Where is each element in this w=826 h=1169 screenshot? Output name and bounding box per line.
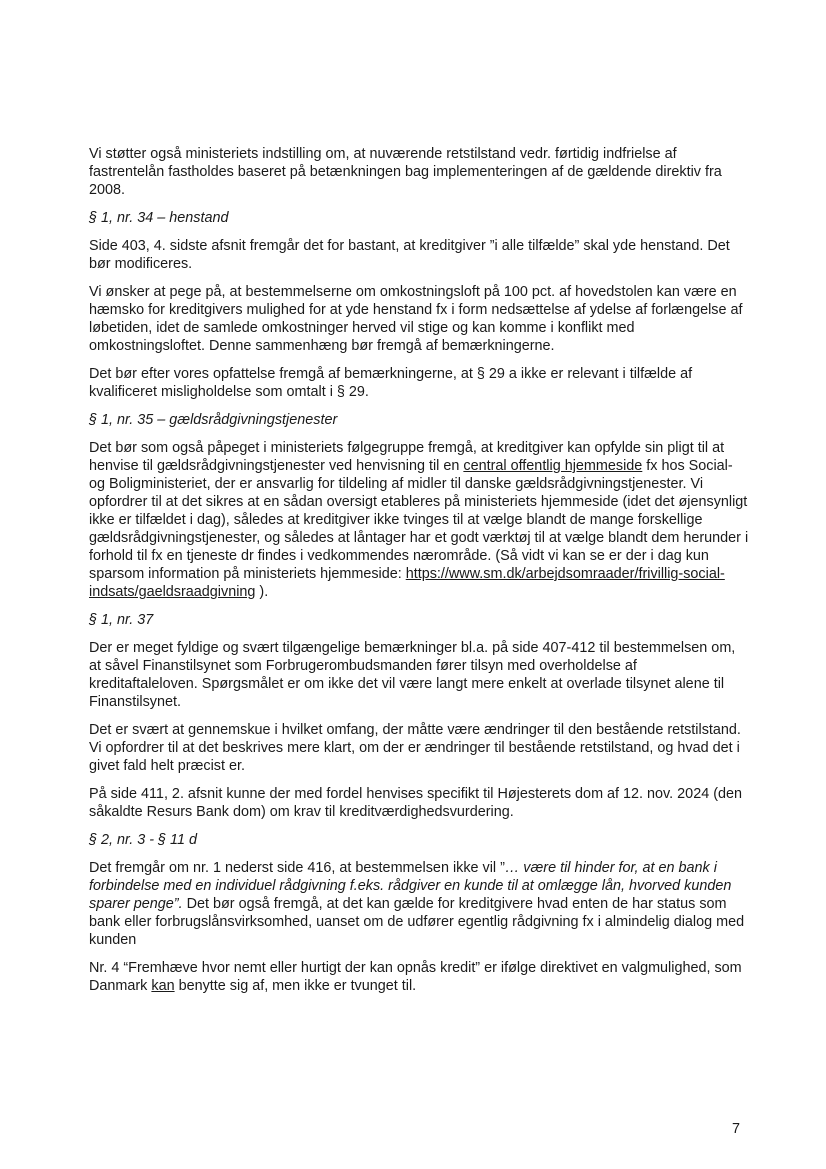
paragraph-retstilstand: Det er svært at gennemskue i hvilket omfang, der måtte være ændringer til den bestående retstilstand. Vi opfordrer til at det beskrives mere klart, om der er ændringer til bestående retstilstand, og hvad det i givet fald helt præcist er. [89, 722, 741, 774]
central-website-link[interactable]: central offentlig hjemmeside [463, 458, 643, 474]
quoted-italic-text: … være til hinder for, at en bank i forbindelse med en individuel rådgivning f.eks. rådgiver en kunde til at omlægge lån, hvorved kunden sparer penge”. [89, 860, 732, 912]
page-number: 7 [731, 1121, 740, 1137]
paragraph-text: benytte sig af, men ikke er tvunget til. [174, 978, 417, 994]
paragraph-hoejesteret: På side 411, 2. afsnit kunne der med fordel henvises specifikt til Højesterets dom af 12. nov. 2024 (den såkaldte Resurs Bank dom) om krav til kreditværdighedsvurdering. [89, 786, 742, 820]
paragraph-text: Det bør også fremgå, at det kan gælde for kreditgivere hvad enten de har status som bank eller forbrugslånsvirksomhed, uanset om de udfører egentlig rådgivning fx i almindelig dialog med kunden [89, 896, 745, 948]
paragraph-nr4-kredit [89, 959, 749, 995]
section-heading-2-nr3: § 2, nr. 3 - § 11 d [89, 832, 197, 848]
ministry-url-link[interactable]: https://www.sm.dk/arbejdsomraader/frivillig-social-indsats/gaeldsraadgivning [89, 566, 725, 600]
section-heading-35-gaeldsraadgivning: § 1, nr. 35 – gældsrådgivningstjenester [89, 412, 338, 428]
section-heading-37: § 1, nr. 37 [89, 612, 154, 628]
paragraph-gaeldsraadgivning [89, 439, 749, 601]
document-body [89, 145, 749, 1005]
paragraph-text: Det bør som også påpeget i ministeriets følgegruppe fremgå, at kreditgiver kan opfylde sin pligt til at henvise til gældsrådgivningstjenester ved henvisning til en [89, 440, 725, 474]
paragraph-text: Det fremgår om nr. 1 nederst side 416, at bestemmelsen ikke vil ” [89, 860, 505, 876]
paragraph-section-29a: Det bør efter vores opfattelse fremgå af bemærkningerne, at § 29 a ikke er relevant i tilfælde af kvalificeret misligholdelse som omtalt i § 29. [89, 366, 693, 400]
paragraph-early-repayment: Vi støtter også ministeriets indstilling om, at nuværende retstilstand vedr. førtidig indfrielse af fastrentelån fastholdes baseret på betænkningen bag implementeringen af de gældende direktiv fra 2008. [89, 146, 722, 198]
underlined-word: kan [151, 978, 175, 994]
paragraph-text: fx hos Social- og Boligministeriet, der er ansvarlig for tildeling af midler til danske gældsrådgivningstjenester. Vi opfordrer til at det sikres at en sådan oversigt etableres på ministeriets hjemmeside (idet det øjensynligt ikke er tilfældet i dag), således at kreditgiver ikke tvinges til at vælge blandt de mange forskellige gældsrådgivningstjenester, og således at låntager har et godt værktøj til at vælge blandt dem herunder i forhold til fx en tjeneste dr findes i vedkommendes nærområde. (Så vidt vi kan se er der i dag kun sparsom information på ministeriets hjemmeside: [89, 458, 749, 582]
section-heading-34-henstand: § 1, nr. 34 – henstand [89, 210, 229, 226]
paragraph-henstand-page-403: Side 403, 4. sidste afsnit fremgår det for bastant, at kreditgiver ”i alle tilfælde” skal yde henstand. Det bør modificeres. [89, 238, 730, 272]
paragraph-tilsyn: Der er meget fyldige og svært tilgængelige bemærkninger bl.a. på side 407-412 til bestemmelsen om, at såvel Finanstilsynet som Forbrugerombudsmanden fører tilsyn med overholdelse af kreditaftaleloven. Spørgsmålet er om ikke det vil være langt mere enkelt at overlade tilsynet alene til Finanstilsynet. [89, 640, 736, 710]
paragraph-omkostningsloft: Vi ønsker at pege på, at bestemmelserne om omkostningsloft på 100 pct. af hovedstolen kan være en hæmsko for kreditgivers mulighed for at yde henstand fx i form nedsættelse af ydelse af forlængelse af løbetiden, idet de samlede omkostninger herved vil stige og kan komme i konflikt med omkostningsloftet. Denne sammenhæng bør fremgå af bemærkningerne. [89, 284, 743, 354]
paragraph-text: Nr. 4 “Fremhæve hvor nemt eller hurtigt der kan opnås kredit” er ifølge direktivet en valgmulighed, som Danmark [89, 960, 742, 994]
paragraph-raadgivning [89, 859, 749, 949]
paragraph-text: ). [255, 584, 269, 600]
